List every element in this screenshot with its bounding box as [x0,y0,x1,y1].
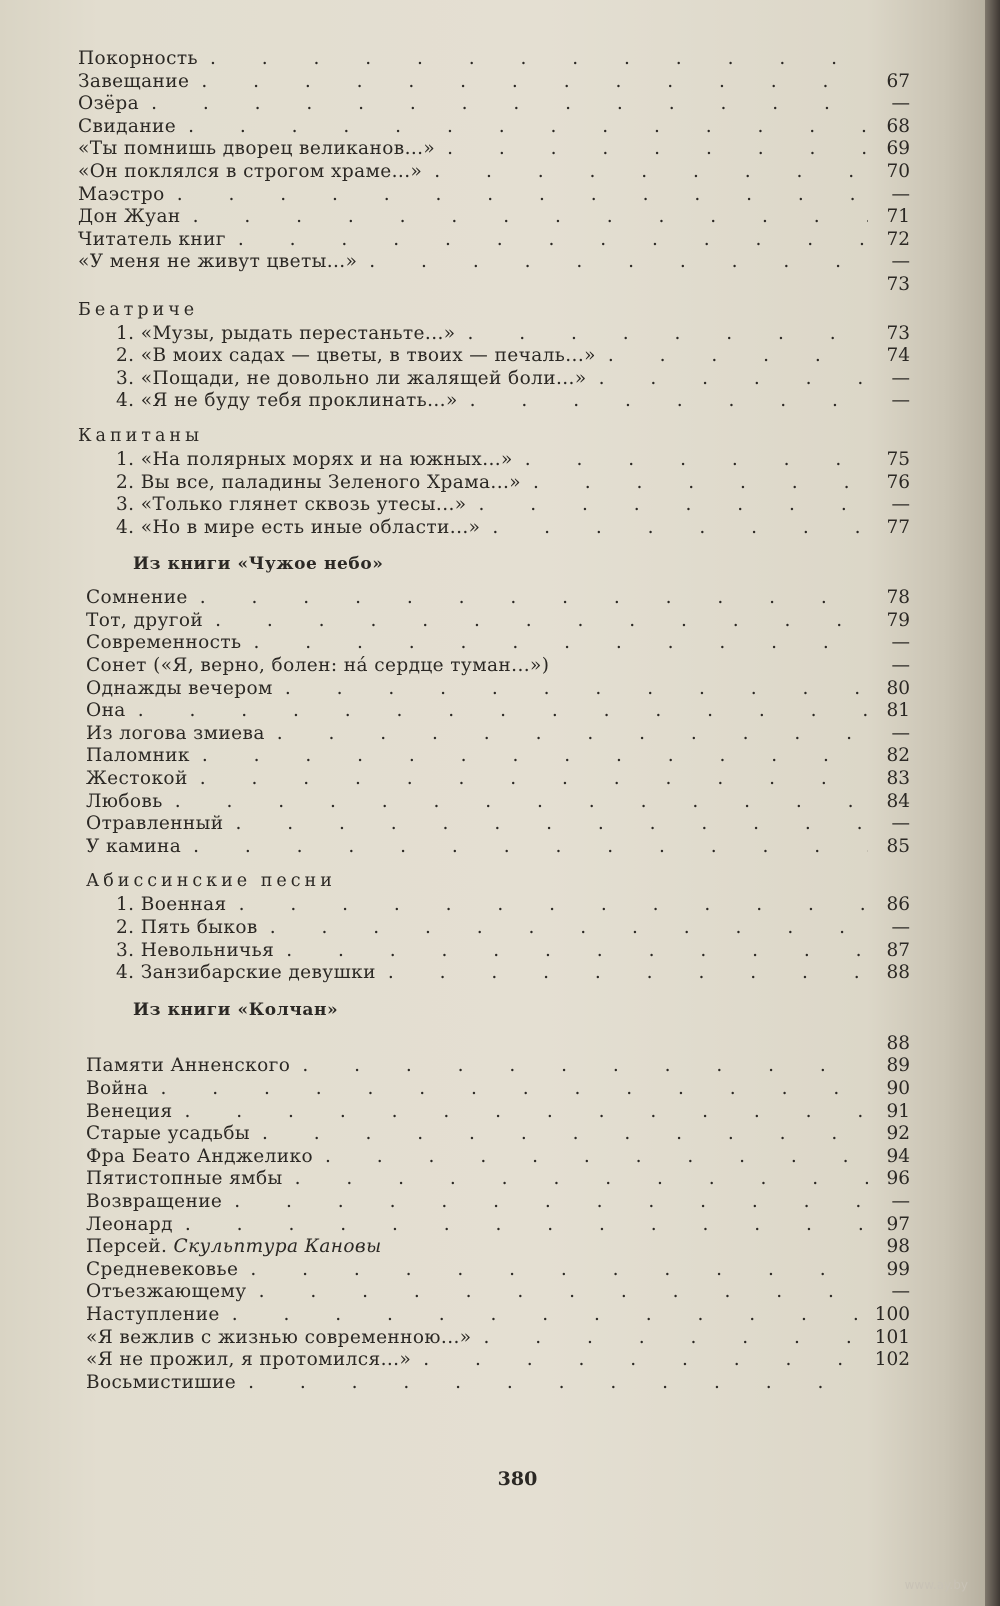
toc-group-untitled [78,48,910,297]
toc-entry-title: Свидание [78,115,177,137]
toc-entry-title: Паломник [86,745,190,767]
toc-entry-page: 100 [874,1303,910,1325]
dot-leader [521,472,868,495]
table-of-contents [78,48,910,1394]
toc-entry-page: — [891,494,910,516]
toc-entry-page: 96 [886,1168,910,1190]
dot-leader [188,587,868,610]
toc-entry-page: 91 [886,1100,910,1122]
toc-entry-title: 4. «Я не буду тебя проклинать...» [116,390,458,412]
toc-entry [78,917,910,940]
toc-entry-title: 4. Занзибарские девушки [116,962,376,984]
toc-entry-title: Наступление [86,1303,220,1325]
dot-leader [273,678,868,701]
toc-entry [78,517,910,540]
toc-entry-page: 87 [886,939,910,961]
toc-entry-page: — [891,1190,910,1212]
dot-leader [242,632,868,655]
dot-leader [189,71,868,94]
toc-entry-title: «У меня не живут цветы...» [78,251,358,273]
section-title-abyssinian-songs: Абиссинские песни [86,871,336,892]
toc-entry [78,1349,910,1372]
toc-entry [78,1146,910,1169]
dot-leader [173,1214,868,1237]
toc-entry [78,229,910,252]
toc-entry-page: 81 [886,700,910,722]
toc-entry-title: Маэстро [78,183,165,205]
page-edge-shadow [985,0,1000,1606]
dot-leader [181,836,868,859]
dot-leader [376,962,868,985]
toc-entry [78,323,910,346]
toc-entry-page: 83 [886,768,910,790]
book-heading-kolchan: Из книги «Колчан» [133,999,339,1020]
dot-leader [455,323,868,346]
toc-entry-title: «Он поклялся в строгом храме...» [78,160,423,182]
dot-leader [139,93,868,116]
toc-entry [78,71,910,94]
toc-entry-page: — [891,367,910,389]
toc-entry-page: — [891,390,910,412]
toc-entry-page: — [891,917,910,938]
toc-entry [78,345,910,368]
toc-entry [78,791,910,814]
toc-entry-page: — [891,93,910,115]
toc-entry [78,745,910,768]
toc-entry-title: Отъезжающему [86,1281,247,1303]
toc-entry-page: 80 [886,677,910,699]
toc-entry [78,655,910,678]
toc-entry-page: 76 [886,471,910,493]
toc-entry [78,1033,910,1056]
toc-entry-page: 75 [886,448,910,470]
dot-leader [148,1078,868,1101]
toc-entry [78,206,910,229]
toc-entry [78,161,910,184]
toc-entry-title: Завещание [78,70,190,92]
toc-entry-title: Покорность [78,48,198,69]
toc-entry-title: Из логова змиева [86,722,265,744]
toc-entry [78,494,910,517]
toc-entry-page: 69 [886,138,910,160]
toc-entry [78,1327,910,1350]
dot-leader [126,700,868,723]
dot-leader [176,116,868,139]
toc-entry [78,813,910,836]
toc-entry-page: — [891,813,910,835]
toc-entry-title: Современность [86,632,242,654]
toc-entry [78,251,910,274]
toc-entry [78,700,910,723]
toc-entry [78,768,910,791]
toc-entry-title: Озёра [78,93,140,115]
toc-entry-page: 85 [886,835,910,857]
page-number: 380 [497,1468,538,1490]
toc-entry [78,894,910,917]
toc-entry-title: Старые усадьбы [86,1123,251,1145]
dot-leader [411,1349,868,1372]
toc-entry-title: Сонет («Я, верно, болен: на́ сердце туман...») [86,655,550,677]
dot-leader [513,449,868,472]
dot-leader [587,368,868,391]
toc-entry-page: 73 [886,273,910,295]
toc-entry-page: 77 [886,516,910,538]
section-title-beatriche: Беатриче [78,299,199,320]
dot-leader [236,1372,868,1395]
toc-entry-page: — [891,251,910,273]
toc-entry-title-roman: Персей. [86,1236,168,1258]
toc-entry [78,449,910,472]
dot-leader [247,1281,868,1304]
dot-leader [313,1146,868,1169]
dot-leader [458,390,868,413]
dot-leader [227,894,868,917]
toc-entry [78,1281,910,1304]
dot-leader [422,161,868,184]
toc-entry [78,390,910,413]
toc-entry-title: Война [86,1077,149,1099]
toc-entry [78,1078,910,1101]
toc-entry [78,1168,910,1191]
toc-entry-page: 94 [886,1145,910,1167]
toc-entry-page: 68 [886,115,910,137]
toc-entry-title-italic: Скульптура Кановы [173,1236,382,1258]
toc-entry-title: Тот, другой [86,609,204,631]
toc-entry [78,116,910,139]
toc-entry-page: — [891,722,910,744]
toc-entry-page: — [891,655,910,677]
toc-entry [78,836,910,859]
toc-entry-title: Отравленный [86,813,224,835]
toc-entry [78,962,910,985]
dot-leader [258,917,868,940]
toc-entry-page: 86 [886,894,910,916]
toc-entry-page: 73 [886,322,910,344]
toc-entry-page: 97 [886,1213,910,1235]
toc-entry [78,138,910,161]
dot-leader [220,1304,868,1327]
toc-entry [78,1236,910,1259]
dot-leader [357,251,868,274]
dot-leader [181,206,868,229]
dot-leader [274,940,868,963]
toc-entry [78,93,910,116]
toc-entry-page: 90 [886,1077,910,1099]
toc-entry [78,472,910,495]
toc-entry-title: Она [86,700,126,722]
toc-entry-title: 2. Пять быков [116,917,258,938]
dot-leader [290,1055,868,1078]
toc-entry-title: Сомнение [86,587,188,609]
toc-entry-page: 74 [886,345,910,367]
toc-entry-page: 101 [874,1326,910,1348]
toc-entry-title: Читатель книг [78,228,226,250]
toc-entry [78,1191,910,1214]
toc-entry [78,940,910,963]
toc-entry-title: 2. «В моих садах — цветы, в твоих — печаль...» [116,345,596,367]
dot-leader [163,791,868,814]
dot-leader [222,1191,868,1214]
toc-entry-page: — [891,183,910,205]
toc-entry-page: 102 [874,1349,910,1371]
dot-leader [238,1259,868,1282]
toc-entry [78,632,910,655]
toc-entry-title: Любовь [86,790,163,812]
toc-entry [78,1101,910,1124]
toc-entry-page: 78 [886,587,910,609]
toc-entry [78,1304,910,1327]
dot-leader [435,138,868,161]
toc-entry-title: Дон Жуан [78,206,181,228]
dot-leader [224,813,868,836]
toc-entry-title: Леонард [86,1213,173,1235]
section-title-kapitany: Капитаны [78,425,204,446]
toc-entry [78,587,910,610]
dot-leader [480,517,868,540]
toc-entry-title: 1. «На полярных морях и на южных...» [116,448,513,470]
toc-entry-title: 3. «Пощади, не довольно ли жалящей боли...» [116,367,587,389]
toc-entry-title: 1. Военная [116,894,227,916]
toc-entry-page: 67 [886,70,910,92]
toc-entry-page: 84 [886,790,910,812]
dot-leader [250,1123,868,1146]
toc-entry [78,1055,910,1078]
dot-leader [188,768,868,791]
toc-entry-title: 1. «Музы, рыдать перестаньте...» [116,322,456,344]
toc-entry-page: 88 [886,962,910,984]
toc-entry [78,723,910,746]
toc-entry-page: — [891,632,910,654]
book-heading-chuzhoe-nebo: Из книги «Чужое небо» [133,554,384,575]
toc-entry-title: 2. Вы все, паладины Зеленого Храма...» [116,471,521,493]
dot-leader [283,1168,868,1191]
toc-entry [78,368,910,391]
toc-entry-title: У камина [86,835,182,857]
toc-entry-page: 72 [886,228,910,250]
toc-entry [78,610,910,633]
toc-entry-title: Возвращение [86,1190,223,1212]
toc-entry-page: 70 [886,160,910,182]
toc-entry-title: Фра Беато Анджелико [86,1145,314,1167]
toc-entry [78,274,910,297]
toc-entry-title: «Ты помнишь дворец великанов...» [78,138,436,160]
dot-leader [173,1101,868,1124]
toc-entry-title: «Я вежлив с жизнью современною...» [86,1326,472,1348]
toc-entry-title: «Я не прожил, я протомился...» [86,1349,412,1371]
toc-entry-title: 3. «Только глянет сквозь утесы...» [116,494,467,516]
dot-leader [226,229,868,252]
toc-entry-page: 98 [886,1236,910,1258]
dot-leader [596,345,868,368]
dot-leader [466,494,868,517]
toc-entry-title [86,1236,382,1259]
dot-leader [471,1327,868,1350]
toc-entry-title: 3. Невольничья [116,939,275,961]
toc-entry-page: 99 [886,1258,910,1280]
toc-entry [78,1214,910,1237]
toc-entry-title: Венеция [86,1100,173,1122]
toc-entry-page: 79 [886,609,910,631]
toc-entry [78,1372,910,1395]
toc-entry [78,1123,910,1146]
toc-entry-title: Пятистопные ямбы [86,1168,283,1190]
toc-entry-page: 92 [886,1123,910,1145]
dot-leader [190,745,868,768]
toc-entry-title: Однажды вечером [86,677,273,699]
toc-entry-page: 82 [886,745,910,767]
toc-entry-page: — [891,1281,910,1303]
toc-entry [78,678,910,701]
toc-entry [78,184,910,207]
dot-leader [165,184,868,207]
toc-entry-page: 71 [886,206,910,228]
toc-entry-title: Восьмистишие [86,1371,237,1393]
toc-entry-page: 88 [886,1032,910,1054]
watermark: www.ay.by [904,1578,968,1592]
toc-entry-title: Жестокой [86,768,188,790]
dot-leader [265,723,868,746]
dot-leader [198,48,868,71]
toc-entry-title: Памяти Анненского [86,1055,291,1077]
toc-entry-title: 4. «Но в мире есть иные области...» [116,516,481,538]
toc-entry-title: Средневековье [86,1258,239,1280]
toc-entry-page: 89 [886,1055,910,1077]
dot-leader [203,610,868,633]
toc-entry [78,48,910,71]
toc-entry [78,1259,910,1282]
